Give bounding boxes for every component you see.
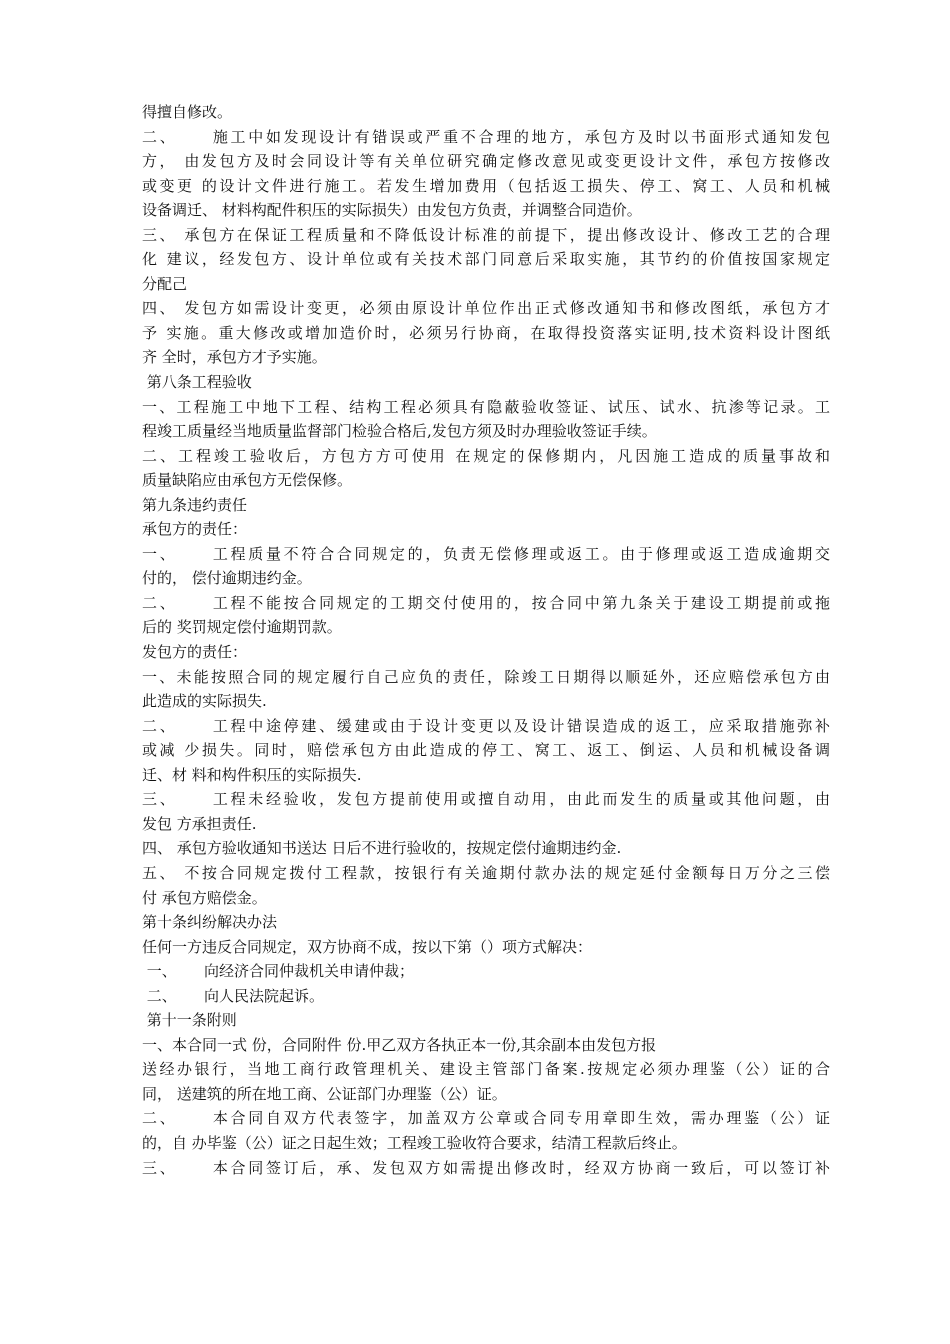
text-line: 一、 工程质量不符合合同规定的，负责无偿修理或返工。由于修理或返工造成逾期交 (142, 544, 830, 563)
text-line: 一、未能按照合同的规定履行自己应负的责任，除竣工日期得以顺延外，还应赔偿承包方由 (142, 667, 830, 686)
text-line: 化 建议，经发包方、设计单位或有关技术部门同意后采取实施，其节约的价值按国家规定 (142, 250, 830, 269)
text-line: 五、 不按合同规定拨付工程款，按银行有关逾期付款办法的规定延付金额每日万分之三偿 (142, 863, 830, 882)
text-line: 四、 发包方如需设计变更，必须由原设计单位作出正式修改通知书和修改图纸，承包方才 (142, 299, 830, 318)
text-line: 设备调迁、 材料构配件积压的实际损失）由发包方负责，并调整合同造价。 (142, 201, 642, 220)
text-line: 或变更 的设计文件进行施工。若发生增加费用（包括返工损失、停工、窝工、人员和机械 (142, 176, 830, 195)
text-line: 发包 方承担责任. (142, 814, 257, 833)
text-line: 四、 承包方验收通知书送达 日后不进行验收的，按规定偿付逾期违约金. (142, 839, 622, 858)
text-line: 第九条违约责任 (142, 495, 248, 514)
text-line: 二、 施工中如发现设计有错误或严重不合理的地方，承包方及时以书面形式通知发包 (142, 127, 830, 146)
text-line: 三、 承包方在保证工程质量和不降低设计标准的前提下，提出修改设计、修改工艺的合理 (142, 225, 830, 244)
text-line: 后的 奖罚规定偿付逾期罚款。 (142, 618, 342, 637)
text-line: 承包方的责任： (142, 520, 248, 539)
text-line: 一、本合同一式 份，合同附件 份.甲乙双方各执正本一份,其余副本由发包方报 (142, 1035, 657, 1054)
text-line: 此造成的实际损失. (142, 692, 267, 711)
text-line: 得擅自修改。 (142, 103, 233, 121)
text-line: 方， 由发包方及时会同设计等有关单位研究确定修改意见或变更设计文件，承包方按修改 (142, 152, 830, 171)
text-line: 质量缺陷应由承包方无偿保修。 (142, 471, 353, 490)
text-line: 同， 送建筑的所在地工商、公证部门办理鉴（公）证。 (142, 1084, 507, 1103)
text-line: 送经办银行，当地工商行政管理机关、建设主管部门备案.按规定必须办理鉴（公）证的合 (142, 1060, 830, 1079)
text-line: 付的， 偿付逾期违约金。 (142, 569, 312, 588)
text-line: 付 承包方赔偿金。 (142, 888, 267, 907)
text-line: 二、工程竣工验收后，方包方方可使用 在规定的保修期内，凡因施工造成的质量事故和 (142, 446, 830, 465)
text-line: 三、 工程未经验收，发包方提前使用或擅自动用，由此而发生的质量或其他问题，由 (142, 790, 830, 809)
text-line: 的，自 办毕鉴（公）证之日起生效；工程竣工验收符合要求，结清工程款后终止。 (142, 1133, 687, 1152)
text-line: 二、 向人民法院起诉。 (142, 986, 325, 1005)
text-line: 发包方的责任： (142, 643, 248, 662)
text-line: 齐 全时，承包方才予实施。 (142, 348, 327, 367)
contract-text-body (142, 100, 830, 1180)
text-line: 二、 工程不能按合同规定的工期交付使用的，按合同中第九条关于建设工期提前或拖 (142, 593, 830, 612)
text-line: 第十一条附则 (142, 1011, 237, 1030)
text-line: 迁、材 料和构件积压的实际损失. (142, 765, 362, 784)
text-line: 任何一方违反合同规定，双方协商不成，按以下第（）项方式解决： (142, 937, 593, 956)
text-line: 二、 工程中途停建、缓建或由于设计变更以及设计错误造成的返工，应采取措施弥补 (142, 716, 830, 735)
text-line: 二、 本合同自双方代表签字，加盖双方公章或合同专用章即生效，需办理鉴（公）证 (142, 1109, 830, 1128)
text-line: 程竣工质量经当地质量监督部门检验合格后,发包方须及时办理验收签证手续。 (142, 422, 657, 441)
text-line: 第八条工程验收 (142, 373, 252, 392)
text-line: 一、 向经济合同仲裁机关申请仲裁； (142, 962, 415, 981)
text-line: 予 实施。重大修改或增加造价时，必须另行协商，在取得投资落实证明,技术资料设计图纸 (142, 323, 830, 342)
text-line: 分配己 (142, 274, 188, 293)
text-line: 一、工程施工中地下工程、结构工程必须具有隐蔽验收签证、试压、试水、抗渗等记录。工 (142, 397, 830, 416)
text-line: 第十条纠纷解决办法 (142, 913, 278, 932)
text-line: 或减 少损失。同时，赔偿承包方由此造成的停工、窝工、返工、倒运、人员和机械设备调 (142, 741, 830, 760)
text-line: 三、 本合同签订后，承、发包双方如需提出修改时，经双方协商一致后，可以签订补 (142, 1158, 830, 1177)
